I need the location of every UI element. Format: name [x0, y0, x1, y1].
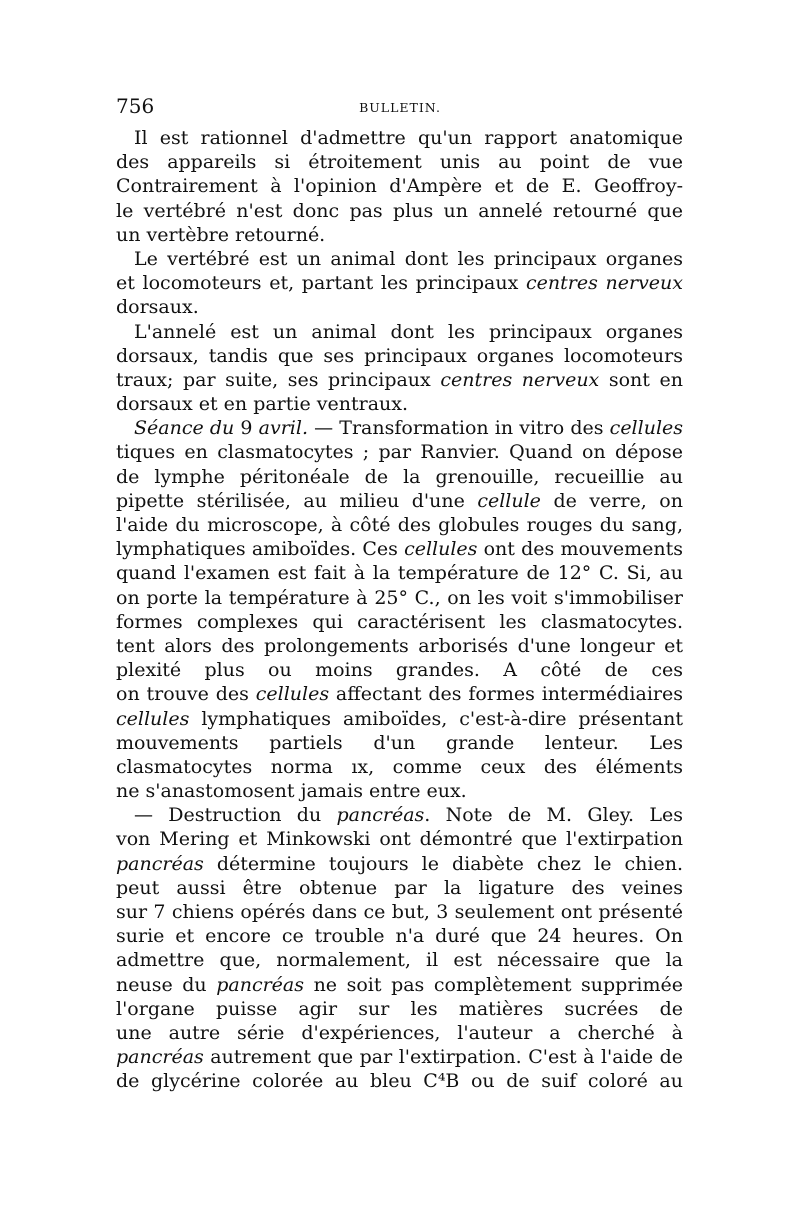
- text-line: pancréas autrement que par l'extirpation. C'est à l'aide de: [116, 1046, 683, 1069]
- text-line: peut aussi être obtenue par la ligature des veines: [116, 876, 683, 899]
- text-line: et locomoteurs et, partant les principaux centres nerveux: [116, 272, 683, 295]
- page-header: [116, 94, 684, 124]
- text-line: L'annelé est un animal dont les principaux organes: [134, 320, 683, 343]
- text-line: traux; par suite, ses principaux centres nerveux sont en: [116, 368, 683, 391]
- text-line: Il est rationnel d'admettre qu'un rapport anatomique: [134, 127, 683, 149]
- text-line: von Mering et Minkowski ont démontré que l'extirpation: [116, 828, 683, 851]
- text-line: de lymphe péritonéale de la grenouille, recueillie au: [116, 465, 683, 488]
- text-line: — Destruction du pancréas. Note de M. Gley. Les: [134, 804, 683, 827]
- text-line: clasmatocytes norma ıx, comme ceux des éléments: [116, 755, 683, 778]
- text-line: Contrairement à l'opinion d'Ampère et de E. Geoffroy-: [116, 175, 683, 198]
- text-line: formes complexes qui caractérisent les clasmatocytes.: [116, 610, 683, 633]
- running-head: BULLETIN.: [359, 100, 441, 115]
- text-line: dorsaux, tandis que ses principaux organes locomoteurs: [116, 344, 683, 367]
- text-line: Séance du 9 avril. — Transformation in vitro des cellules: [134, 417, 683, 440]
- text-line: l'organe puisse agir sur les matières sucrées de: [116, 997, 683, 1020]
- text-line: dorsaux et en partie ventraux.: [116, 393, 409, 416]
- text-line: un vertèbre retourné.: [116, 223, 326, 246]
- page-number: 756: [116, 94, 155, 118]
- text-line: de glycérine colorée au bleu C⁴B ou de suif coloré au: [116, 1070, 683, 1093]
- text-line: plexité plus ou moins grandes. A côté de ces: [116, 659, 683, 682]
- text-line: tiques en clasmatocytes ; par Ranvier. Quand on dépose: [116, 441, 683, 464]
- text-line: une autre série d'expériences, l'auteur a cherché à: [116, 1021, 683, 1044]
- text-line: cellules lymphatiques amiboïdes, c'est-à-dire présentant: [116, 707, 683, 730]
- text-line: neuse du pancréas ne soit pas complètement supprimée: [116, 973, 683, 996]
- text-line: quand l'examen est fait à la température de 12° C. Si, au: [116, 562, 683, 585]
- text-line: surie et encore ce trouble n'a duré que 24 heures. On: [116, 925, 683, 948]
- text-line: on porte la température à 25° C., on les voit s'immobiliser: [116, 586, 683, 609]
- text-line: mouvements partiels d'un grande lenteur. Les: [116, 731, 683, 754]
- body-text: [116, 126, 683, 1094]
- text-line: dorsaux.: [116, 296, 199, 319]
- text-line: Le vertébré est un animal dont les principaux organes: [134, 247, 683, 270]
- text-line: des appareils si étroitement unis au point de vue: [116, 151, 683, 174]
- text-line: lymphatiques amiboïdes. Ces cellules ont des mouvements: [116, 538, 683, 561]
- text-line: admettre que, normalement, il est nécessaire que la: [116, 949, 683, 972]
- text-line: l'aide du microscope, à côté des globules rouges du sang,: [116, 514, 683, 536]
- text-line: ne s'anastomosent jamais entre eux.: [116, 780, 467, 803]
- text-line: pipette stérilisée, au milieu d'une cellule de verre, on: [116, 489, 683, 512]
- text-line: pancréas détermine toujours le diabète chez le chien.: [116, 852, 683, 875]
- text-line: le vertébré n'est donc pas plus un annelé retourné que: [116, 199, 683, 222]
- text-line: sur 7 chiens opérés dans ce but, 3 seulement ont présenté: [116, 901, 683, 923]
- text-line: tent alors des prolongements arborisés d'une longeur et: [116, 634, 683, 657]
- text-line: on trouve des cellules affectant des formes intermédiaires: [116, 683, 683, 706]
